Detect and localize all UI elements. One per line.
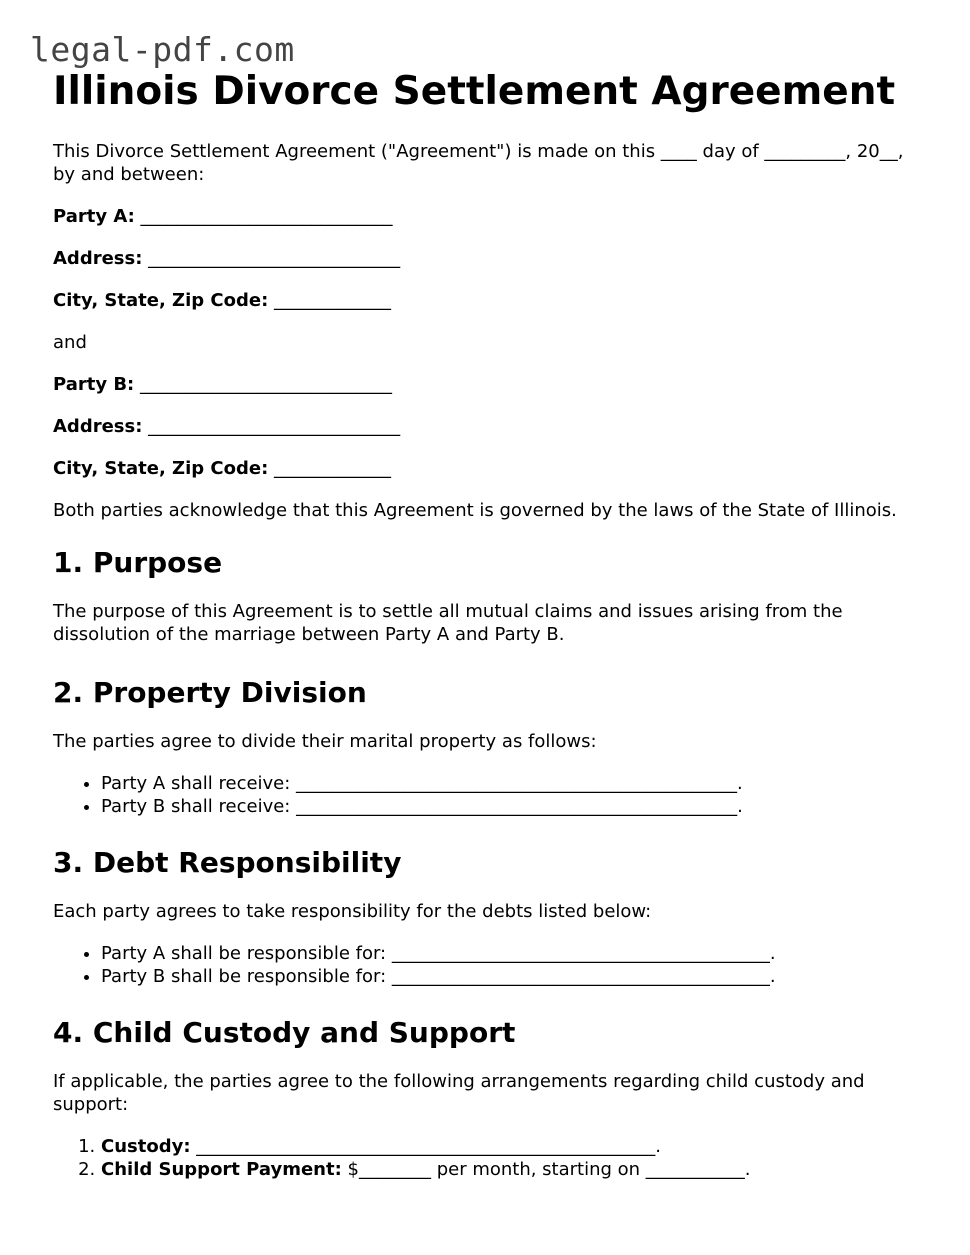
document-body xyxy=(53,68,923,1181)
list-item: • Party B shall be responsible for: __________________________________________. xyxy=(101,965,923,988)
party-b-city-field xyxy=(53,457,923,480)
section-heading-property: 2. Property Division xyxy=(53,676,367,709)
party-b-address-blank: ____________________________ xyxy=(148,416,401,437)
section-heading-custody: 4. Child Custody and Support xyxy=(53,1016,516,1049)
party-b-city-label: City, State, Zip Code: xyxy=(53,458,269,479)
child-support-blank: $________ per month, starting on ___________. xyxy=(341,1159,751,1180)
child-support-label: Child Support Payment: xyxy=(101,1159,342,1180)
custody-list xyxy=(53,1135,923,1181)
section-heading-purpose: 1. Purpose xyxy=(53,546,223,579)
watermark: legal-pdf.com xyxy=(30,30,295,69)
custody-blank: ___________________________________________________. xyxy=(190,1136,661,1157)
list-item: • Party A shall receive: _________________________________________________. xyxy=(101,772,923,795)
list-item: • Party A shall be responsible for: __________________________________________. xyxy=(101,942,923,965)
party-a-city-field xyxy=(53,289,923,312)
property-list xyxy=(53,772,923,818)
party-a-address-label: Address: xyxy=(53,248,143,269)
party-a-address-blank: ____________________________ xyxy=(148,248,401,269)
list-item: • Party B shall receive: _________________________________________________. xyxy=(101,795,923,818)
section-heading-debt: 3. Debt Responsibility xyxy=(53,846,402,879)
section-body-debt: Each party agrees to take responsibility for the debts listed below: xyxy=(53,901,652,922)
custody-label: Custody: xyxy=(101,1136,191,1157)
list-item xyxy=(101,1135,923,1158)
party-b-name-blank: ____________________________ xyxy=(140,374,392,395)
intro-paragraph: This Divorce Settlement Agreement ("Agreement") is made on this ____ day of _________, 20__, by and between: xyxy=(53,141,904,185)
governing-law-paragraph: Both parties acknowledge that this Agreement is governed by the laws of the State of Illinois. xyxy=(53,500,897,521)
party-a-name-label: Party A: xyxy=(53,206,135,227)
party-a-name-field xyxy=(53,205,923,228)
debt-list xyxy=(53,942,923,988)
party-b-city-blank: _____________ xyxy=(274,458,392,479)
party-b-address-label: Address: xyxy=(53,416,143,437)
party-b-address-field xyxy=(53,415,923,438)
and-text: and xyxy=(53,332,87,353)
section-body-property: The parties agree to divide their marital property as follows: xyxy=(53,731,597,752)
party-b-name-field xyxy=(53,373,923,396)
party-b-name-label: Party B: xyxy=(53,374,135,395)
party-a-city-label: City, State, Zip Code: xyxy=(53,290,269,311)
section-body-purpose: The purpose of this Agreement is to settle all mutual claims and issues arising from the dissolution of the marriage between Party A and Party B. xyxy=(53,601,843,645)
document-title: Illinois Divorce Settlement Agreement xyxy=(53,69,896,114)
list-item xyxy=(101,1158,923,1181)
party-a-city-blank: _____________ xyxy=(274,290,392,311)
party-a-name-blank: ____________________________ xyxy=(140,206,393,227)
section-body-custody: If applicable, the parties agree to the following arrangements regarding child custody and support: xyxy=(53,1071,865,1115)
party-a-address-field xyxy=(53,247,923,270)
